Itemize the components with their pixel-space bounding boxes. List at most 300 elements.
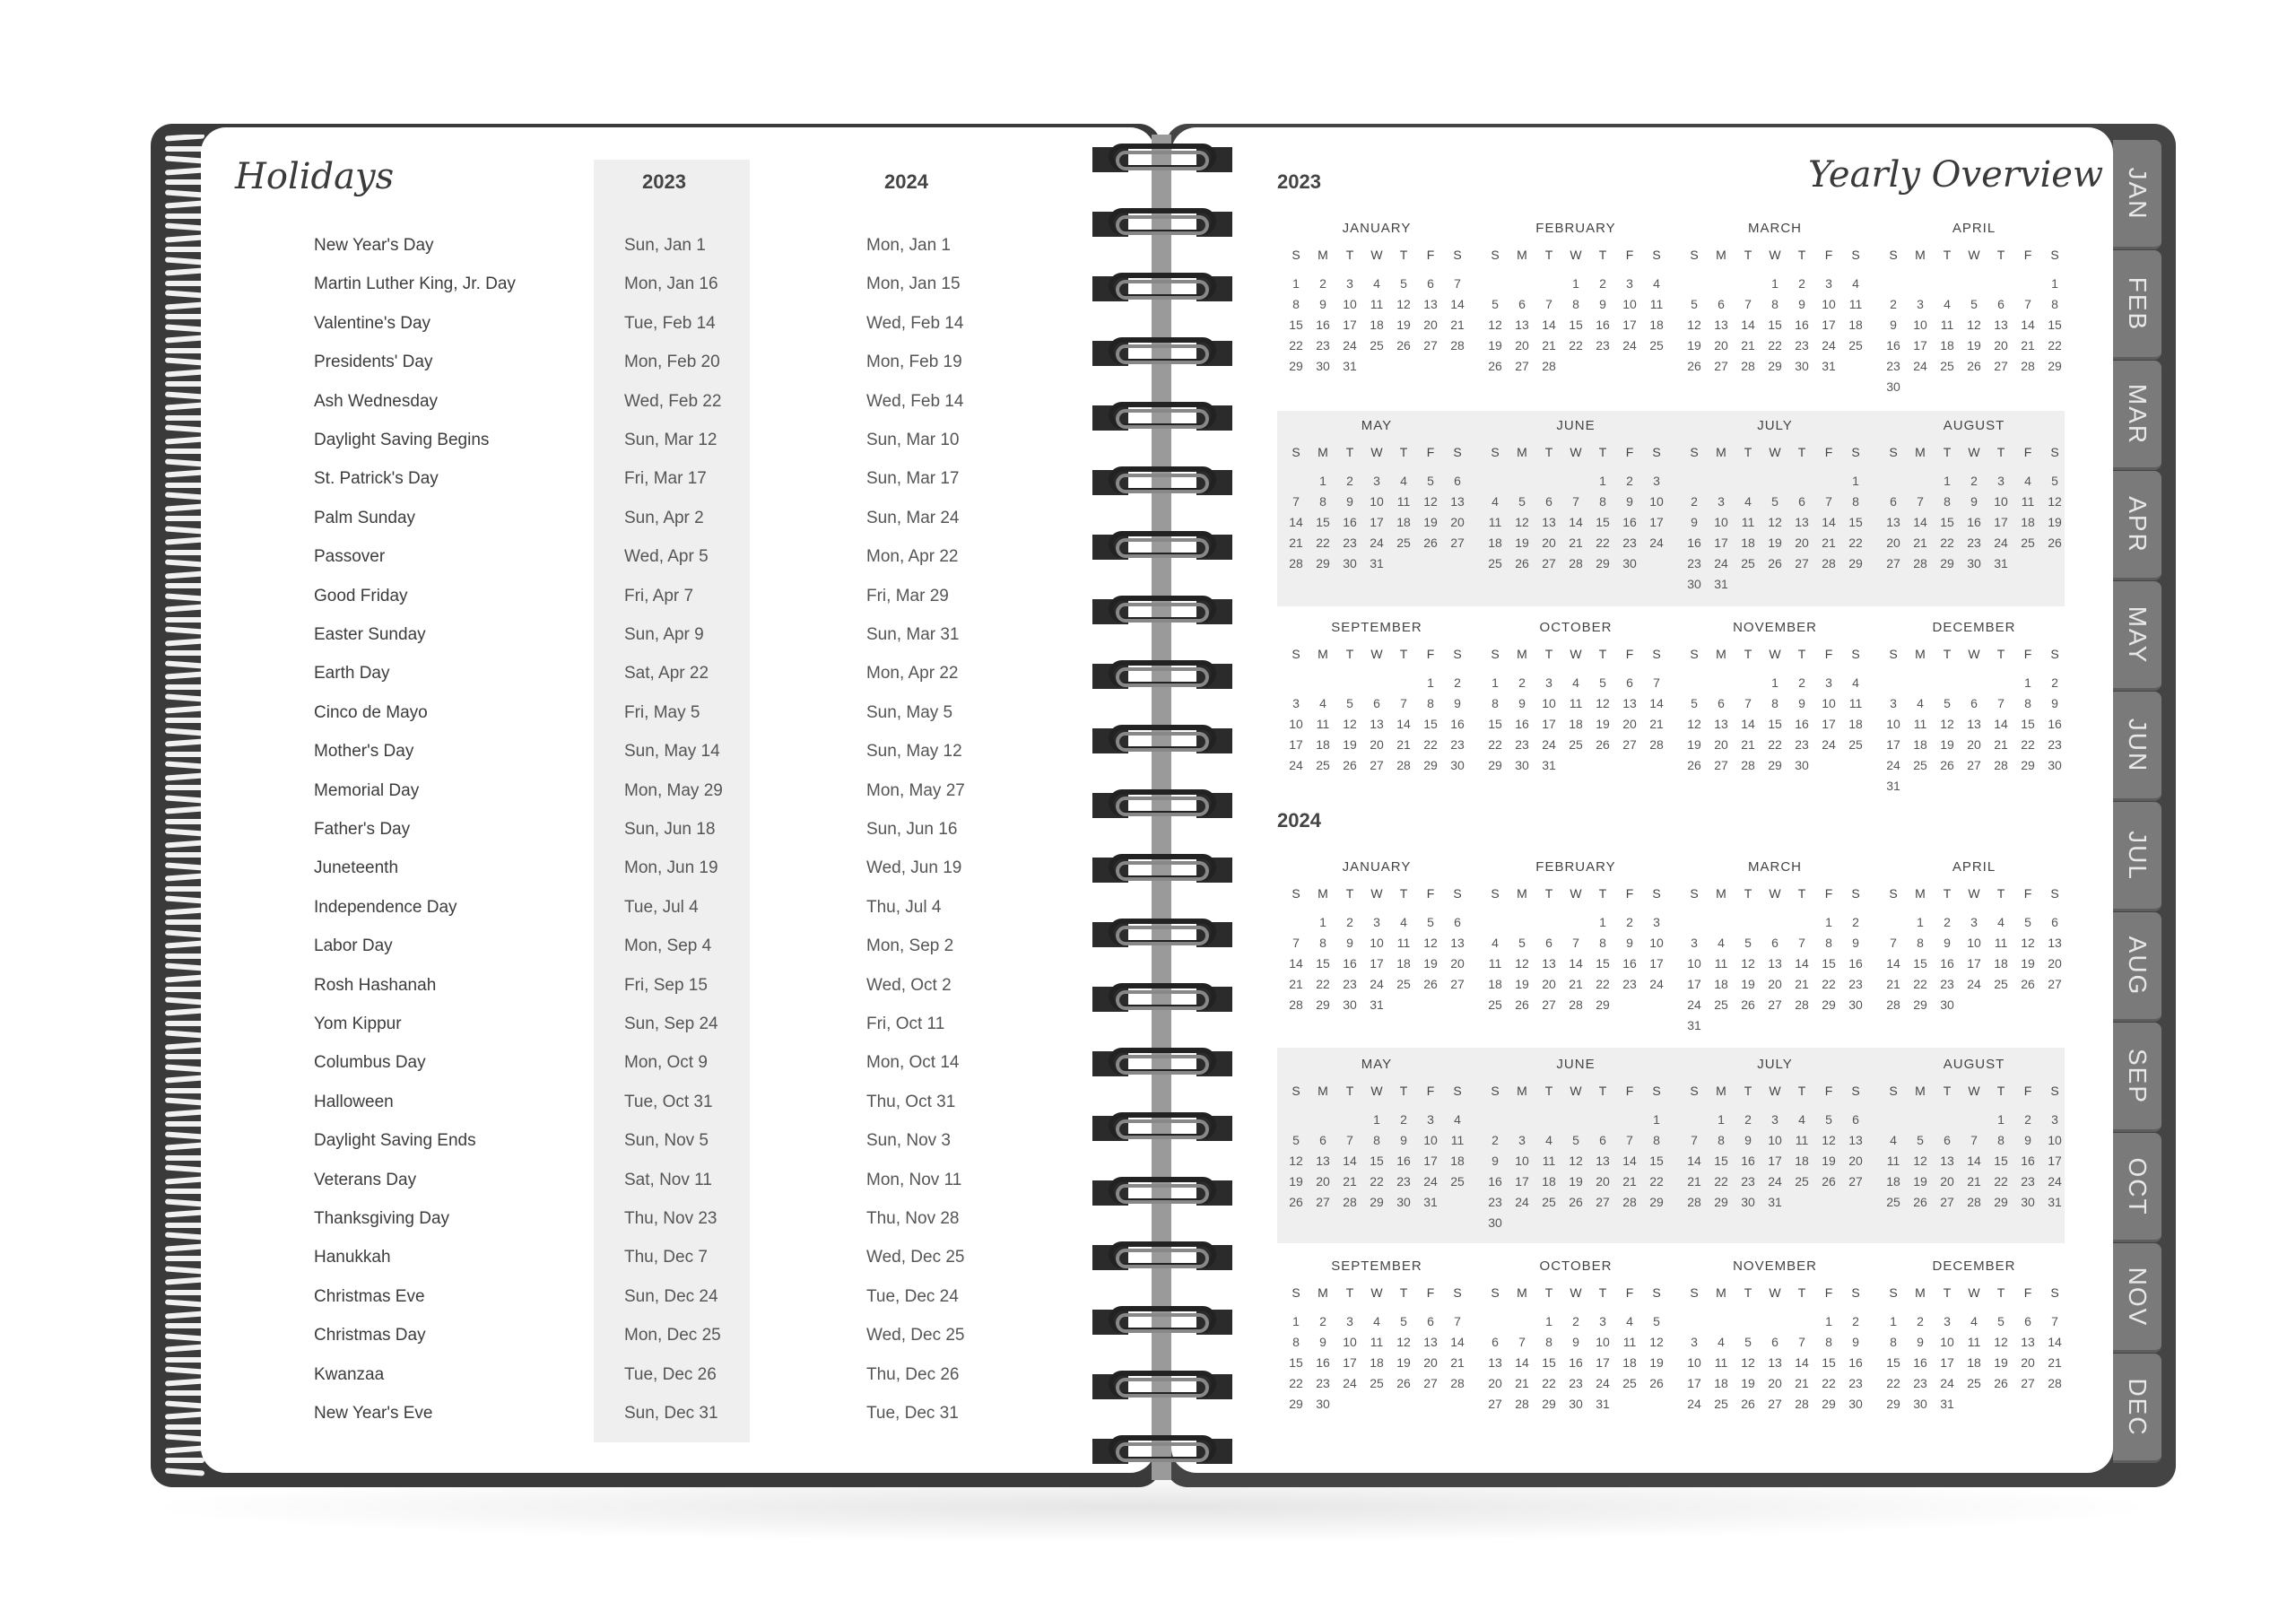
day-number: 10 (1343, 297, 1357, 311)
day-number: 3 (1653, 915, 1660, 929)
day-number: 27 (1370, 758, 1384, 772)
stripe-line (165, 503, 204, 511)
stripe-line (165, 806, 204, 814)
day-number: 1 (1771, 276, 1779, 291)
day-number: 24 (1649, 536, 1664, 550)
weekday-letter: T (1996, 248, 2005, 262)
day-number: 16 (1622, 515, 1637, 529)
day-number: 23 (1596, 338, 1610, 353)
day-number: 9 (1626, 494, 1633, 509)
stripe-line (165, 862, 204, 870)
weekday-letter: W (1968, 1084, 1980, 1098)
day-number: 30 (1848, 1397, 1863, 1411)
day-number: 5 (1400, 1314, 1407, 1328)
day-number: 14 (1822, 515, 1836, 529)
weekday-letter: S (1690, 1285, 1699, 1300)
month-name: AUGUST (1943, 1057, 2005, 1072)
day-number: 25 (1396, 536, 1411, 550)
holiday-row (314, 469, 1121, 496)
day-number: 6 (1997, 297, 2005, 311)
month-tab-mar[interactable] (2113, 361, 2161, 470)
ring-wire-highlight (1116, 151, 1209, 170)
day-number: 10 (1423, 1133, 1438, 1147)
day-number: 1 (1825, 1314, 1832, 1328)
day-number: 22 (1423, 737, 1438, 752)
holiday-date-2024: Mon, Oct 14 (866, 1053, 960, 1073)
weekday-letter: S (1491, 647, 1500, 661)
day-number: 21 (1450, 1355, 1465, 1370)
weekday-letter: S (1652, 445, 1661, 459)
stripe-line (165, 247, 204, 252)
day-number: 5 (1691, 696, 1698, 710)
day-number: 10 (1940, 1335, 1954, 1349)
stripe-line (165, 369, 204, 377)
day-number: 8 (1492, 696, 1499, 710)
day-number: 20 (1940, 1174, 1954, 1189)
day-number: 21 (1289, 536, 1303, 550)
day-number: 6 (1427, 276, 1434, 291)
day-number: 11 (1848, 297, 1863, 311)
day-number: 12 (1687, 717, 1701, 731)
day-number: 7 (1798, 1335, 1805, 1349)
day-number: 4 (1626, 1314, 1633, 1328)
day-number: 1 (1718, 1112, 1725, 1127)
holiday-row (314, 742, 1121, 769)
day-number: 26 (1423, 977, 1438, 991)
holiday-name: Christmas Day (314, 1326, 426, 1345)
weekday-letter: T (1797, 647, 1806, 661)
holiday-date-2024: Wed, Oct 2 (866, 975, 952, 995)
day-number: 27 (1450, 536, 1465, 550)
day-number: 14 (1741, 717, 1755, 731)
day-number: 22 (1316, 536, 1330, 550)
day-number: 25 (1396, 977, 1411, 991)
day-number: 9 (1852, 936, 1859, 950)
day-number: 25 (1714, 1397, 1728, 1411)
weekday-letter: W (1570, 647, 1582, 661)
weekday-letter: T (1598, 886, 1607, 901)
day-number: 19 (2048, 515, 2062, 529)
stripe-line (165, 290, 204, 298)
day-number: 24 (1515, 1195, 1529, 1209)
day-number: 19 (1396, 1355, 1411, 1370)
day-number: 25 (1940, 359, 1954, 373)
day-number: 25 (1488, 997, 1502, 1012)
holiday-date-2023: Sun, Mar 12 (624, 431, 718, 449)
day-number: 12 (1515, 956, 1529, 971)
day-number: 12 (1289, 1154, 1303, 1168)
day-number: 23 (2048, 737, 2062, 752)
stripe-line (165, 1007, 204, 1015)
weekday-letter: F (1625, 886, 1634, 901)
day-number: 12 (1423, 936, 1438, 950)
day-number: 3 (1944, 1314, 1951, 1328)
day-number: 12 (1741, 956, 1755, 971)
day-number: 1 (1427, 675, 1434, 690)
day-number: 20 (1596, 1174, 1610, 1189)
holiday-date-2024: Fri, Oct 11 (866, 1014, 945, 1033)
weekday-letter: T (1544, 1084, 1553, 1098)
stripe-line (165, 819, 204, 824)
weekday-letter: T (1943, 886, 1952, 901)
stripe-line (165, 335, 204, 343)
day-number: 23 (1795, 737, 1809, 752)
weekday-letter: M (1318, 445, 1328, 459)
holiday-date-2023: Fri, Mar 17 (624, 469, 707, 489)
day-number: 3 (1825, 276, 1832, 291)
day-number: 28 (1289, 997, 1303, 1012)
weekday-letter: S (1889, 1285, 1898, 1300)
day-number: 18 (1370, 1355, 1384, 1370)
day-number: 16 (1622, 956, 1637, 971)
ring-wire-highlight (1116, 1378, 1209, 1398)
weekday-letter: M (1716, 647, 1726, 661)
stripe-line (165, 436, 204, 444)
day-number: 2 (1970, 474, 1978, 488)
day-number: 23 (1450, 737, 1465, 752)
day-number: 28 (2021, 359, 2035, 373)
day-number: 3 (1346, 1314, 1353, 1328)
day-number: 15 (1822, 956, 1836, 971)
day-number: 28 (1649, 737, 1664, 752)
weekday-letter: W (1570, 445, 1582, 459)
day-number: 28 (1994, 758, 2008, 772)
day-number: 1 (1572, 276, 1579, 291)
holiday-row (314, 1209, 1121, 1236)
holiday-date-2023: Mon, Feb 20 (624, 353, 720, 372)
yearly-overview-title: Yearly Overview (1808, 154, 2104, 196)
ring-wire-highlight (1116, 1119, 1209, 1139)
month-name: MARCH (1748, 221, 1802, 236)
day-number: 28 (1542, 359, 1556, 373)
month-tab-sep[interactable] (2113, 1023, 2161, 1132)
day-number: 3 (1718, 494, 1725, 509)
day-number: 14 (1396, 717, 1411, 731)
holiday-row (314, 936, 1121, 963)
day-number: 3 (1373, 474, 1380, 488)
day-number: 4 (1744, 494, 1752, 509)
day-number: 22 (1649, 1174, 1664, 1189)
weekday-letter: T (1744, 1285, 1752, 1300)
month-tab-label: NOV (2124, 1267, 2152, 1327)
weekday-letter: T (1345, 647, 1354, 661)
day-number: 14 (1994, 717, 2008, 731)
weekday-letter: S (1851, 248, 1860, 262)
holiday-name: Christmas Eve (314, 1286, 425, 1306)
day-number: 19 (1687, 338, 1701, 353)
stripe-line (165, 469, 204, 477)
year-label-2023: 2023 (1277, 170, 1321, 193)
day-number: 10 (1768, 1133, 1782, 1147)
day-number: 13 (1542, 515, 1556, 529)
month-tab-feb[interactable] (2113, 250, 2161, 360)
day-number: 21 (2048, 1355, 2062, 1370)
day-number: 28 (1795, 1397, 1809, 1411)
day-number: 24 (1622, 338, 1637, 353)
month-tab-nov[interactable] (2113, 1243, 2161, 1353)
day-number: 29 (1822, 997, 1836, 1012)
stripe-line (165, 785, 204, 790)
day-number: 26 (1687, 758, 1701, 772)
weekday-letter: T (1943, 248, 1952, 262)
holiday-date-2023: Sat, Apr 22 (624, 664, 709, 684)
holiday-date-2024: Sun, Nov 3 (866, 1131, 951, 1151)
holiday-date-2023: Sat, Nov 11 (624, 1170, 712, 1189)
holiday-date-2023: Sun, Jan 1 (624, 236, 706, 255)
day-number: 9 (1970, 494, 1978, 509)
day-number: 7 (1292, 936, 1300, 950)
weekday-letter: F (2023, 886, 2032, 901)
weekday-letter: W (1769, 1084, 1781, 1098)
holiday-row (314, 858, 1121, 885)
weekday-letter: W (1968, 886, 1980, 901)
day-number: 13 (1768, 956, 1782, 971)
holiday-name: Earth Day (314, 664, 390, 684)
weekday-letter: W (1570, 248, 1582, 262)
weekday-letter: F (1625, 1084, 1634, 1098)
day-number: 12 (1967, 318, 1981, 332)
stripe-line (165, 1041, 204, 1049)
day-number: 17 (1343, 1355, 1357, 1370)
day-number: 17 (1622, 318, 1637, 332)
day-number: 25 (1913, 758, 1927, 772)
day-number: 31 (1940, 1397, 1954, 1411)
stripe-line (165, 1155, 204, 1161)
holiday-date-2023: Tue, Feb 14 (624, 313, 716, 333)
day-number: 17 (1423, 1154, 1438, 1168)
day-number: 2 (1691, 494, 1698, 509)
month-tab-jul[interactable] (2113, 802, 2161, 911)
weekday-letter: S (1652, 1084, 1661, 1098)
day-number: 6 (1944, 1133, 1951, 1147)
day-number: 12 (1687, 318, 1701, 332)
month-tab-dec[interactable] (2113, 1354, 2161, 1463)
day-number: 5 (1653, 1314, 1660, 1328)
stripe-line (165, 1276, 204, 1284)
day-number: 28 (1343, 1195, 1357, 1209)
stripe-line (165, 583, 204, 588)
month-tab-may[interactable] (2113, 581, 2161, 691)
weekday-letter: S (2050, 647, 2059, 661)
weekday-letter: F (1625, 647, 1634, 661)
day-number: 3 (1545, 675, 1552, 690)
ring-wire-highlight (1116, 603, 1209, 623)
day-number: 3 (1970, 915, 1978, 929)
day-number: 30 (1316, 1397, 1330, 1411)
holiday-date-2024: Wed, Feb 14 (866, 391, 964, 411)
month-tab-jun[interactable] (2113, 692, 2161, 801)
weekday-letter: T (1797, 886, 1806, 901)
day-number: 19 (2021, 956, 2035, 971)
day-number: 24 (1913, 359, 1927, 373)
stripe-line (165, 650, 204, 656)
day-number: 9 (1572, 1335, 1579, 1349)
holiday-name: New Year's Day (314, 236, 434, 255)
day-number: 26 (1596, 737, 1610, 752)
day-number: 23 (1886, 359, 1900, 373)
day-number: 20 (1515, 338, 1529, 353)
day-number: 16 (1343, 956, 1357, 971)
day-number: 18 (2021, 515, 2035, 529)
day-number: 1 (1771, 675, 1779, 690)
stripe-line (165, 929, 204, 937)
month-tab-label: FEB (2124, 276, 2152, 331)
day-number: 7 (1744, 696, 1752, 710)
day-number: 31 (1423, 1195, 1438, 1209)
day-number: 13 (1994, 318, 2008, 332)
month-tab-jan[interactable] (2113, 140, 2161, 249)
day-number: 6 (1970, 696, 1978, 710)
stripe-line (165, 301, 204, 309)
day-number: 18 (1886, 1174, 1900, 1189)
day-number: 24 (1289, 758, 1303, 772)
day-number: 3 (1825, 675, 1832, 690)
weekday-letter: S (1292, 886, 1300, 901)
holiday-date-2023: Wed, Apr 5 (624, 547, 709, 567)
year-label-2024: 2024 (1277, 809, 1321, 832)
day-number: 10 (1596, 1335, 1610, 1349)
holiday-date-2023: Sun, Nov 5 (624, 1131, 709, 1151)
weekday-letter: F (2023, 445, 2032, 459)
day-number: 2 (1319, 276, 1326, 291)
day-number: 7 (1970, 1133, 1978, 1147)
day-number: 14 (1967, 1154, 1981, 1168)
day-number: 8 (1319, 494, 1326, 509)
day-number: 1 (1944, 474, 1951, 488)
day-number: 12 (1913, 1154, 1927, 1168)
day-number: 1 (1917, 915, 1924, 929)
day-number: 17 (1289, 737, 1303, 752)
weekday-letter: M (1915, 445, 1926, 459)
day-number: 23 (1515, 737, 1529, 752)
day-number: 13 (1940, 1154, 1954, 1168)
day-number: 25 (1795, 1174, 1809, 1189)
weekday-letter: S (1491, 886, 1500, 901)
day-number: 17 (1913, 338, 1927, 353)
weekday-letter: M (1716, 1285, 1726, 1300)
stripe-line (165, 526, 204, 534)
day-number: 17 (1714, 536, 1728, 550)
stripe-line (165, 391, 204, 399)
day-number: 7 (2024, 297, 2031, 311)
stripe-line (165, 415, 204, 421)
day-number: 10 (1370, 494, 1384, 509)
day-number: 24 (1343, 1376, 1357, 1390)
day-number: 26 (1343, 758, 1357, 772)
day-number: 14 (1289, 956, 1303, 971)
day-number: 13 (1622, 696, 1637, 710)
day-number: 14 (2021, 318, 2035, 332)
stripe-line (165, 550, 204, 555)
month-tab-apr[interactable] (2113, 471, 2161, 580)
stripe-line (165, 1390, 204, 1396)
day-number: 13 (1542, 956, 1556, 971)
holiday-date-2023: Mon, Jan 16 (624, 274, 718, 294)
day-number: 13 (1423, 1335, 1438, 1349)
day-number: 15 (1768, 717, 1782, 731)
holiday-date-2024: Sun, Mar 24 (866, 508, 960, 527)
day-number: 27 (1768, 1397, 1782, 1411)
day-number: 14 (1795, 1355, 1809, 1370)
stripe-line (165, 954, 204, 959)
weekday-letter: S (1889, 886, 1898, 901)
day-number: 16 (1515, 717, 1529, 731)
month-tab-aug[interactable] (2113, 912, 2161, 1022)
day-number: 14 (1687, 1154, 1701, 1168)
weekday-letter: T (1943, 647, 1952, 661)
weekday-letter: T (1943, 445, 1952, 459)
holiday-date-2024: Thu, Jul 4 (866, 897, 942, 917)
day-number: 22 (1316, 977, 1330, 991)
stripe-line (165, 1109, 204, 1117)
day-number: 23 (1687, 556, 1701, 570)
day-number: 11 (1396, 936, 1411, 950)
weekday-letter: T (1744, 1084, 1752, 1098)
holiday-row (314, 703, 1121, 730)
day-number: 22 (1913, 977, 1927, 991)
holiday-date-2024: Thu, Oct 31 (866, 1092, 956, 1111)
day-number: 14 (1569, 515, 1583, 529)
day-number: 26 (1994, 1376, 2008, 1390)
day-number: 13 (1370, 717, 1384, 731)
day-number: 22 (1289, 338, 1303, 353)
holiday-row (314, 976, 1121, 1003)
day-number: 17 (1886, 737, 1900, 752)
day-number: 12 (1569, 1154, 1583, 1168)
weekday-letter: F (1426, 1285, 1435, 1300)
weekday-letter: F (1824, 248, 1833, 262)
day-number: 29 (2048, 359, 2062, 373)
day-number: 31 (1370, 997, 1384, 1012)
weekday-letter: S (2050, 248, 2059, 262)
holiday-date-2024: Sun, Mar 10 (866, 431, 960, 449)
holiday-date-2024: Mon, Apr 22 (866, 664, 959, 684)
weekday-letter: T (1598, 647, 1607, 661)
holiday-name: Yom Kippur (314, 1014, 402, 1033)
weekday-letter: F (1426, 445, 1435, 459)
day-number: 16 (1848, 1355, 1863, 1370)
day-number: 1 (1599, 915, 1606, 929)
day-number: 9 (1346, 494, 1353, 509)
day-number: 8 (1292, 297, 1300, 311)
day-number: 20 (1622, 717, 1637, 731)
day-number: 11 (1795, 1133, 1809, 1147)
day-number: 24 (1370, 536, 1384, 550)
ring-wire-highlight (1116, 1055, 1209, 1075)
weekday-letter: W (1370, 647, 1383, 661)
day-number: 4 (1400, 474, 1407, 488)
weekday-letter: T (1399, 1285, 1408, 1300)
day-number: 1 (1292, 276, 1300, 291)
weekday-letter: F (1824, 647, 1833, 661)
day-number: 25 (1450, 1174, 1465, 1189)
month-name: NOVEMBER (1733, 620, 1817, 635)
month-tab-oct[interactable] (2113, 1133, 2161, 1242)
stripe-line (165, 873, 204, 881)
day-number: 14 (2048, 1335, 2062, 1349)
weekday-letter: S (1491, 248, 1500, 262)
day-number: 29 (1596, 556, 1610, 570)
day-number: 30 (1967, 556, 1981, 570)
day-number: 15 (1848, 515, 1863, 529)
day-number: 6 (1798, 494, 1805, 509)
day-number: 22 (1848, 536, 1863, 550)
day-number: 9 (1944, 936, 1951, 950)
day-number: 21 (1289, 977, 1303, 991)
day-number: 9 (1744, 1133, 1752, 1147)
day-number: 21 (1687, 1174, 1701, 1189)
day-number: 27 (1714, 359, 1728, 373)
